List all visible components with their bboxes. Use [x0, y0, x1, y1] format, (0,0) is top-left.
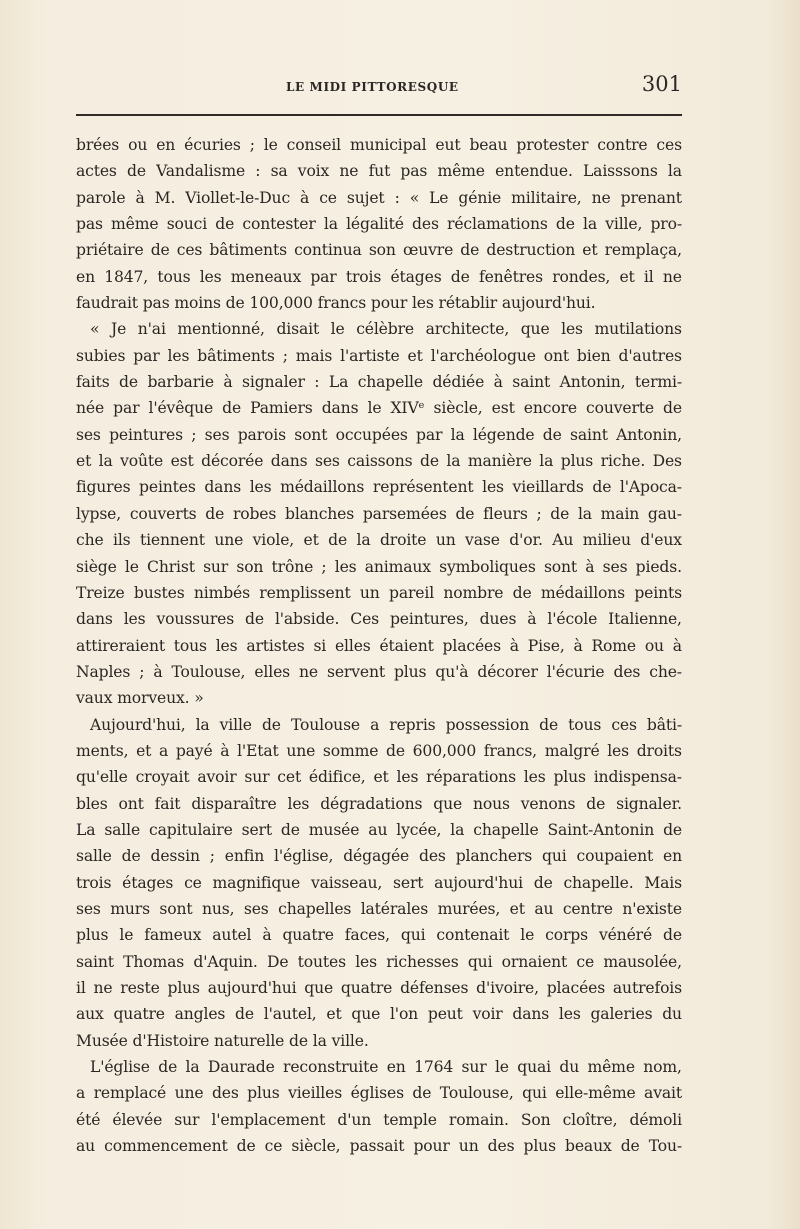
- text-line: en 1847, tous les meneaux par trois étages de fenêtres rondes, et il ne: [76, 267, 682, 286]
- text-line: parole à M. Viollet-le-Duc à ce sujet : « Le génie militaire, ne prenant: [76, 188, 682, 207]
- body-text: [76, 132, 682, 1159]
- text-line: che ils tiennent une viole, et de la droite un vase d'or. Au milieu d'eux: [76, 531, 682, 550]
- text-line: Treize bustes nimbés remplissent un pareil nombre de médaillons peints: [76, 583, 682, 602]
- text-line: siège le Christ sur son trône ; les animaux symboliques sont à ses pieds.: [76, 557, 682, 576]
- text-line: attireraient tous les artistes si elles étaient placées à Pise, à Rome ou à: [76, 636, 682, 655]
- text-line: trois étages ce magnifique vaisseau, sert aujourd'hui de chapelle. Mais: [76, 873, 682, 892]
- text-line: L'église de la Daurade reconstruite en 1764 sur le quai du même nom,: [90, 1058, 682, 1077]
- running-title: LE MIDI PITTORESQUE: [286, 80, 459, 94]
- text-line: faits de barbarie à signaler : La chapelle dédiée à saint Antonin, termi-: [76, 373, 682, 392]
- text-line: il ne reste plus aujourd'hui que quatre défenses d'ivoire, placées autrefois: [76, 979, 682, 997]
- text-line: pas même souci de contester la légalité des réclamations de la ville, pro-: [76, 215, 682, 234]
- text-line: lypse, couverts de robes blanches parsemées de fleurs ; de la main gau-: [76, 504, 682, 523]
- text-line: née par l'évêque de Pamiers dans le XIVᵉ siècle, est encore couverte de: [76, 399, 682, 418]
- text-line: brées ou en écuries ; le conseil municipal eut beau protester contre ces: [76, 136, 682, 154]
- text-line: « Je n'ai mentionné, disait le célèbre architecte, que les mutilations: [90, 320, 682, 339]
- text-line: Musée d'Histoire naturelle de la ville.: [76, 1031, 369, 1050]
- text-line: priétaire de ces bâtiments continua son œuvre de destruction et remplaça,: [76, 241, 682, 260]
- text-line: qu'elle croyait avoir sur cet édifice, et les réparations les plus indispensa-: [76, 768, 682, 787]
- text-line: subies par les bâtiments ; mais l'artiste et l'archéologue ont bien d'autres: [76, 346, 682, 365]
- text-line: La salle capitulaire sert de musée au lycée, la chapelle Saint-Antonin de: [76, 820, 682, 839]
- text-line: bles ont fait disparaître les dégradations que nous venons de signaler.: [76, 794, 682, 813]
- text-line: dans les voussures de l'abside. Ces peintures, dues à l'école Italienne,: [76, 610, 682, 629]
- text-line: figures peintes dans les médaillons représentent les vieillards de l'Apoca-: [76, 478, 682, 497]
- text-line: actes de Vandalisme : sa voix ne fut pas même entendue. Laisssons la: [76, 162, 682, 181]
- text-line: été élevée sur l'emplacement d'un temple romain. Son cloître, démoli: [76, 1110, 682, 1129]
- header-rule: [76, 114, 682, 116]
- text-line: et la voûte est décorée dans ses caissons de la manière la plus riche. Des: [76, 452, 682, 471]
- text-line: salle de dessin ; enfin l'église, dégagée des planchers qui coupaient en: [76, 847, 682, 866]
- text-line: faudrait pas moins de 100,000 francs pour les rétablir aujourd'hui.: [76, 294, 596, 313]
- text-line: saint Thomas d'Aquin. De toutes les richesses qui ornaient ce mausolée,: [76, 952, 682, 971]
- text-line: Aujourd'hui, la ville de Toulouse a repris possession de tous ces bâti-: [90, 715, 682, 734]
- text-line: Naples ; à Toulouse, elles ne servent plus qu'à décorer l'écurie des che-: [76, 662, 682, 681]
- text-line: au commencement de ce siècle, passait pour un des plus beaux de Tou-: [76, 1137, 682, 1156]
- page-header: [76, 72, 682, 102]
- page-number: 301: [641, 72, 682, 96]
- text-line: ses murs sont nus, ses chapelles latérales murées, et au centre n'existe: [76, 899, 682, 918]
- text-line: ses peintures ; ses parois sont occupées par la légende de saint Antonin,: [76, 425, 682, 444]
- text-line: a remplacé une des plus vieilles églises de Toulouse, qui elle-même avait: [76, 1084, 682, 1103]
- text-line: ments, et a payé à l'Etat une somme de 600,000 francs, malgré les droits: [76, 741, 682, 760]
- text-line: aux quatre angles de l'autel, et que l'on peut voir dans les galeries du: [76, 1005, 682, 1024]
- text-line: vaux morveux. »: [76, 689, 204, 708]
- text-line: plus le fameux autel à quatre faces, qui contenait le corps vénéré de: [76, 926, 682, 945]
